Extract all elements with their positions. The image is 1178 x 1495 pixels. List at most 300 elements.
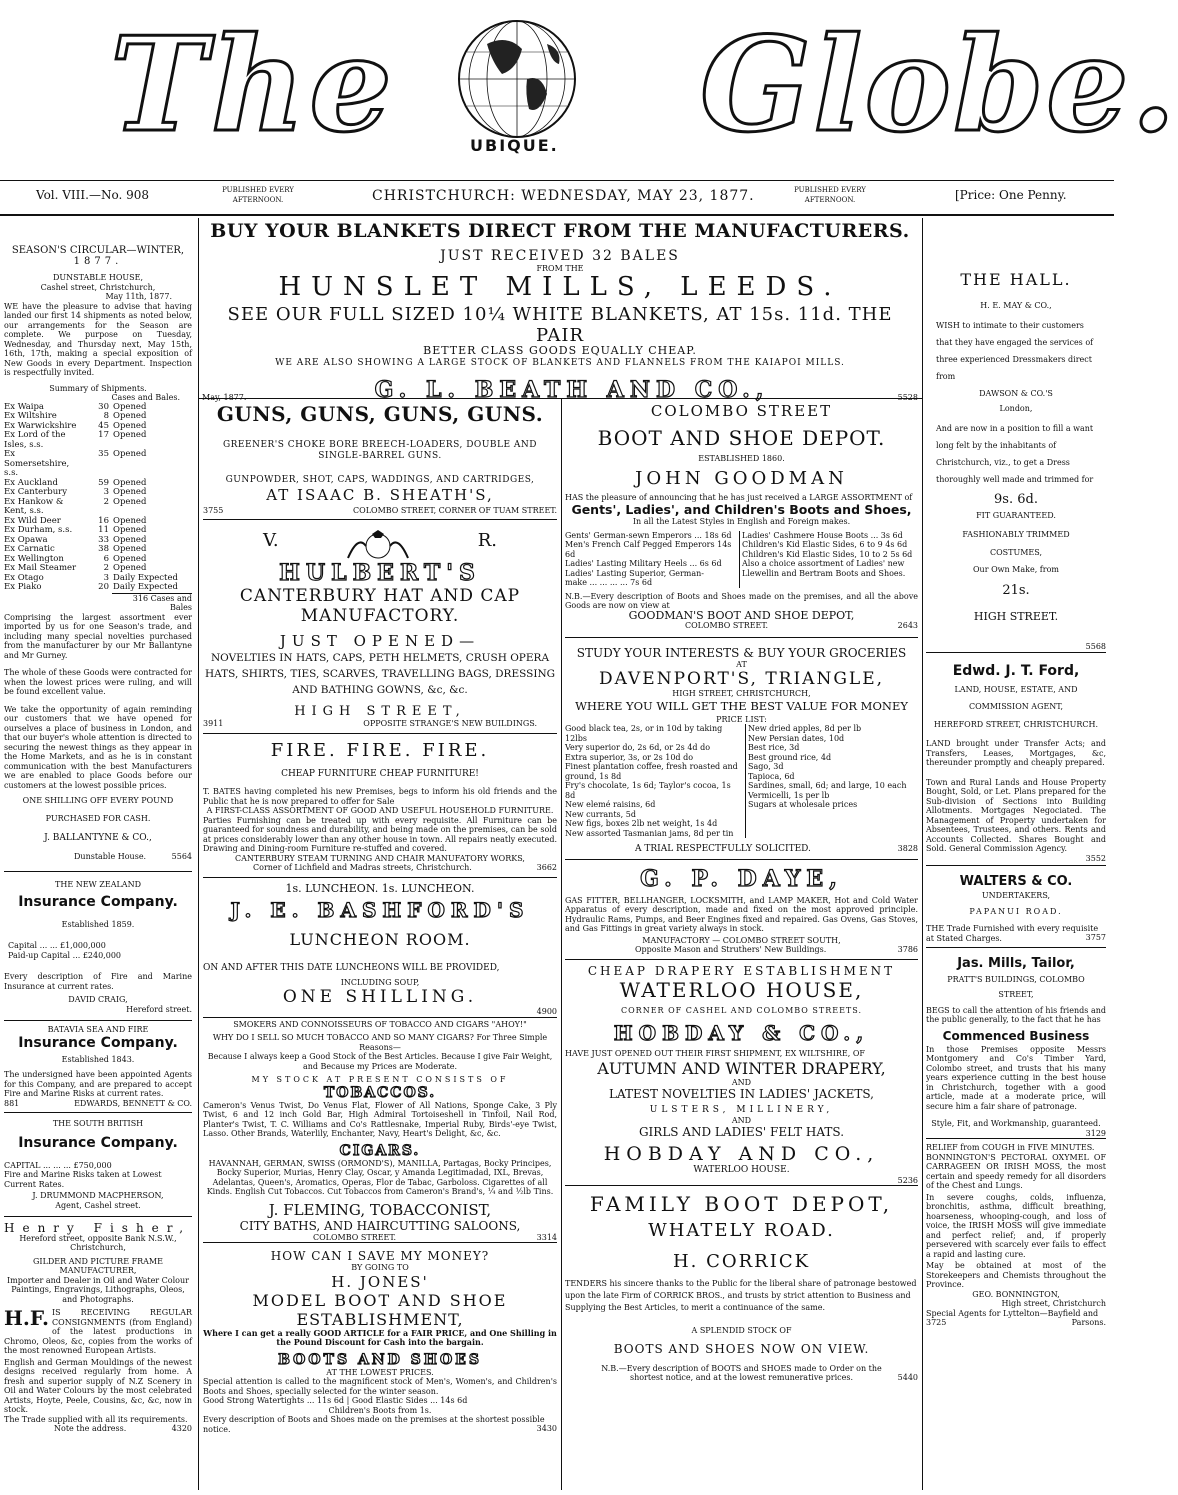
goodman-list-right	[739, 531, 918, 588]
davenport-list-item: New elemé raisins, 6d	[565, 800, 656, 809]
jones-boots: BOOTS AND SHOES	[278, 1351, 482, 1368]
fire-title: FIRE. FIRE. FIRE.	[270, 739, 490, 761]
davenport-list-item: New currants, 5d	[565, 809, 636, 819]
shipment-vessel: Ex Piako	[4, 582, 42, 592]
header-pub-1: PUBLISHED EVERY AFTERNOON.	[222, 186, 294, 204]
fleming-title: J. FLEMING, TOBACCONIST,	[268, 1200, 492, 1219]
shipment-row	[4, 450, 192, 479]
cigars-title: CIGARS.	[339, 1142, 421, 1159]
davenport-list-item: New Persian dates, 10d	[748, 733, 845, 743]
globe-icon	[447, 14, 587, 154]
hall-fit: FIT GUARANTEED.	[976, 510, 1056, 520]
bonnington-text: BONNINGTON'S PECTORAL OXYMEL OF CARRAGEEN OR IRISH MOSS, the most certain and speedy remedy for all disorders of the Chest and Lungs.	[926, 1152, 1106, 1190]
fisher-name: Henry Fisher,	[4, 1221, 192, 1235]
fire-footer	[203, 863, 557, 873]
goodman-nb: N.B.—Every description of Boots and Shoes made on the premises, and all the above Goods are now on view at	[565, 591, 918, 610]
luncheon-soup: INCLUDING SOUP,	[340, 977, 420, 987]
jones-name: H. JONES'	[331, 1272, 429, 1291]
hulbert-r: R.	[477, 530, 497, 551]
batavia-title: Insurance Company.	[18, 1034, 178, 1051]
blankets-date: May, 1877.	[202, 393, 247, 402]
hobday-ulsters: ULSTERS, MILLINERY,	[649, 1105, 834, 1115]
blankets-better: BETTER CLASS GOODS EQUALLY CHEAP.	[423, 343, 697, 357]
shipment-vessel: Ex Lord of the Isles, s.s.	[4, 430, 66, 450]
drapery-corner: CORNER OF CASHEL AND COLOMBO STREETS.	[620, 1005, 862, 1015]
davenport-trial: A TRIAL RESPECTFULLY SOLICITED.	[635, 844, 811, 854]
fleming-address: COLOMBO STREET.	[313, 1232, 397, 1242]
header-bottom-rule	[0, 214, 1114, 216]
davenport-list-item: New assorted Tasmanian jams, 8d per tin	[565, 828, 734, 838]
shipment-count: 2	[103, 496, 109, 507]
guns-title: GUNS, GUNS, GUNS, GUNS.	[216, 402, 544, 426]
hall-high-street: HIGH STREET.	[973, 609, 1059, 623]
batavia-number: 881	[4, 1098, 20, 1108]
davenport-title: DAVENPORT'S, TRIANGLE,	[598, 669, 885, 689]
south-british-text: Fire and Marine Risks taken at Lowest Current Rates.	[4, 1170, 162, 1189]
corrick-whately: WHATELY ROAD.	[648, 1220, 835, 1241]
shipment-vessel: Ex Wiltshire	[4, 411, 57, 421]
ballantyne-number: 5564	[171, 851, 192, 861]
davenport-price-list: PRICE LIST:	[716, 714, 767, 724]
luncheon-text: ON AND AFTER THIS DATE LUNCHEONS WILL BE PROVIDED,	[203, 963, 500, 973]
blankets-firm: G. L. BEATH AND CO.,	[374, 376, 770, 403]
hulbert-title: HULBERT'S	[279, 560, 481, 586]
davenport-list-left	[565, 724, 743, 838]
nz-insurance-title: Insurance Company.	[18, 893, 178, 910]
fire-number: 3662	[536, 863, 557, 872]
bonnington-relief: RELIEF from COUGH in FIVE MINUTES.	[926, 1143, 1095, 1152]
rule	[926, 947, 1106, 948]
jones-number: 3430	[536, 1424, 557, 1433]
hulbert-novelties: NOVELTIES IN HATS, CAPS, PETH HELMETS, CRUSH OPERA HATS, SHIRTS, TIES, SCARVES, TRAVELLING BAGS, DRESSING AND BATHING GOWNS, &c, &c.	[204, 652, 556, 696]
bonnington-high: High street, Christchurch	[1001, 1299, 1106, 1308]
circular-paragraph-1: WE have the pleasure to advise that having landed our first 14 shipments as noted below, our arrangements for the Season are complete. We purpose on Tuesday, Wednesday, and Thursday next, May 15th, 16th, 17th, making a special exposition of New Goods in every Department. Inspection is respectfully invited.	[4, 301, 192, 377]
davenport-where: WHERE YOU WILL GET THE BEST VALUE FOR MONEY	[575, 698, 908, 713]
goodman-depot-2: GOODMAN'S BOOT AND SHOE DEPOT,	[628, 608, 855, 622]
blankets-from: FROM THE	[536, 264, 584, 273]
shilling-line-2: PURCHASED FOR CASH.	[45, 813, 151, 823]
shipment-status: Daily Expected	[113, 572, 178, 583]
hobday-autumn: AUTUMN AND WINTER DRAPERY,	[597, 1058, 886, 1078]
rule	[4, 871, 192, 872]
hulbert-canterbury: CANTERBURY HAT AND CAP	[239, 586, 521, 606]
davenport-list-item: New figs, boxes 2lb net weight, 1s 4d	[565, 819, 718, 828]
davenport-list-item: Sugars at wholesale prices	[748, 800, 858, 809]
goodman-list-item: Ladies' Lasting Military Heels ... 6s 6d	[565, 559, 722, 568]
circular-paragraph-4: We take the opportunity of again reminding our customers that we have opened for ourselves a place of business in London, and that our buyer's whole attention is directed to securing the newest things as they appear in the Home Markets, and as he is in constant communication with the best Manufacturers we are enabled to place Goods before our customers at the lowest possible prices.	[4, 704, 192, 790]
circular-paragraph-2: Comprising the largest assortment ever imported by us for one Season's trade, and including many special novelties purchased from the manufacturer by our Mr Ballantyne and Mr Gurney.	[4, 612, 192, 660]
goodman-footer	[565, 621, 918, 631]
hobday-title: HOBDAY & CO.,	[613, 1021, 870, 1045]
davenport-list-item: ground, 1s 8d	[565, 771, 622, 781]
shipment-vessel: Ex Hankow & Kent, s.s.	[4, 496, 64, 516]
guns-text-1: GREENER'S CHOKE BORE BREECH-LOADERS, DOUBLE AND SINGLE-BARREL GUNS.	[222, 440, 538, 461]
rule	[203, 877, 557, 878]
ford-text-1: LAND, HOUSE, ESTATE, AND	[954, 684, 1078, 694]
davenport-list-item: Sago, 3d	[748, 762, 784, 771]
bonnington-name: GEO. BONNINGTON,	[972, 1289, 1060, 1299]
shipment-count: 45	[98, 420, 109, 431]
daye-text: GAS FITTER, BELLHANGER, LOCKSMITH, and LAMP MAKER, Hot and Cold Water Apparatus of every description, made and fixed on the most approved principle. Hydraulic Rams, Pumps, and Beer Engines fixed and repaired. Gas Ovens, Gas Stoves, and Gas Fittings in great variety always in stock.	[565, 895, 918, 933]
batavia-agent: EDWARDS, BENNETT & CO.	[74, 1098, 192, 1108]
nz-insurance-agent: DAVID CRAIG,	[68, 995, 128, 1004]
rule	[203, 733, 557, 734]
davenport-number: 3828	[897, 844, 918, 853]
column-rule-2	[561, 398, 562, 1490]
davenport-list-item: Tapioca, 6d	[748, 771, 795, 781]
davenport-address: HIGH STREET, CHRISTCHURCH,	[672, 689, 811, 698]
header-price: [Price: One Penny.	[955, 188, 1067, 202]
rule	[926, 865, 1106, 866]
fisher-note: Note the address.	[54, 1424, 127, 1433]
goodman-list-item: Gents' German-sewn Emperors ... 18s 6d	[565, 530, 732, 540]
shipment-status: Opened	[113, 563, 147, 573]
circular-paragraph-3: The whole of these Goods were contracted for when the lowest prices were ruling, and will be found excellent value.	[4, 668, 192, 696]
ford-address: HEREFORD STREET, CHRISTCHURCH.	[933, 719, 1099, 729]
hulbert-just-opened: JUST OPENED—	[279, 632, 481, 650]
dunstable-address: Cashel street, Christchurch,	[40, 282, 156, 292]
rule	[565, 859, 918, 860]
jones-establishment: ESTABLISHMENT,	[296, 1309, 464, 1329]
goodman-list-item: Men's French Calf Pegged Emperors 14s 6d	[565, 540, 732, 559]
south-british-capital: CAPITAL ... ... ... £750,000	[4, 1160, 112, 1170]
shipment-count: 35	[98, 449, 109, 459]
guns-footer	[203, 506, 557, 516]
shipments-list	[4, 403, 192, 593]
nz-insurance-paid-up: Paid-up Capital ... £240,000	[8, 950, 121, 960]
rule	[565, 959, 918, 960]
jones-model: MODEL BOOT AND SHOE	[252, 1290, 508, 1310]
fleming-footer	[203, 1233, 557, 1243]
tobacco-why-text: Because I always keep a Good Stock of the Best Articles. Because I give Fair Weight, and Because my Prices are Moderate.	[207, 1052, 553, 1071]
davenport-at: AT	[736, 659, 747, 669]
jones-children: Children's Boots from 1s.	[328, 1405, 432, 1415]
shipment-status: Opened	[113, 411, 147, 421]
shipment-count: 11	[98, 525, 109, 535]
ford-land: LAND brought under Transfer Acts; and Transfers, Leases, Mortgages, &c, thereunder promptly and cheaply prepared.	[926, 739, 1106, 767]
rule	[926, 652, 1106, 653]
batavia-footer	[4, 1099, 192, 1109]
hall-costumes: COSTUMES,	[989, 547, 1042, 557]
goodman-number: 2643	[897, 621, 918, 630]
davenport-study: STUDY YOUR INTERESTS & BUY YOUR GROCERIES	[576, 645, 907, 660]
fleming-number: 3314	[536, 1232, 557, 1242]
tobacco-list: Cameron's Venus Twist, Do Venus Flat, Flower of All Nations, Sponge Cake, 3 Ply Twist, 6 and 12 inch Gold Bar, High Admiral Tortoiseshell in Tinfoil, Nail Rod, Planter's Twist, T. C. Williams and Co's Rattlesnake, Imperial Ruby, Birds'-eye Twist, Lasso. Other Brands, Waterlily, Enchanter, Navy, Heart's Delight, &c, &c.	[203, 1100, 557, 1138]
shipment-vessel: Ex Wellington	[4, 553, 64, 564]
goodman-list-item: Ladies' Lasting Superior, German-	[565, 568, 704, 578]
goodman-list-item: Also a choice assortment of Ladies' new	[742, 559, 905, 568]
circular-year: 1877.	[73, 255, 123, 267]
luncheon-number: 4900	[536, 1007, 557, 1016]
fire-text-1: T. BATES having completed his new Premises, begs to inform his old friends and the Public that he is now prepared to offer for Sale	[203, 787, 557, 806]
rule	[565, 637, 918, 638]
jones-special: Special attention is called to the magnificent stock of Men's, Women's, and Children's Boots and Shoes, specially selected for the winter season.	[203, 1377, 557, 1396]
masthead-title-right: Globe.	[700, 8, 1178, 161]
jones-lowest: AT THE LOWEST PRICES.	[326, 1367, 434, 1377]
mills-title: Jas. Mills, Tailor,	[957, 955, 1075, 971]
circular-title: SEASON'S CIRCULAR—WINTER,	[11, 245, 185, 256]
hobday-number: 5236	[897, 1175, 918, 1185]
shipment-count: 38	[98, 544, 109, 554]
hobday-and: AND	[731, 1077, 752, 1087]
hobday-footer-title: HOBDAY AND CO.,	[603, 1143, 880, 1165]
ballantyne-address: Dunstable House.	[74, 851, 147, 861]
goodman-list	[565, 531, 918, 588]
jones-how: HOW CAN I SAVE MY MONEY?	[270, 1249, 490, 1263]
shipment-vessel: Ex Waipa	[4, 401, 44, 412]
fleming-baths: CITY BATHS, AND HAIRCUTTING SALOONS,	[239, 1218, 521, 1233]
hulbert-manufactory: MANUFACTORY.	[300, 606, 460, 626]
shipment-vessel: Ex Mail Steamer	[4, 563, 77, 573]
nz-insurance-capital: Capital ... ... £1,000,000	[8, 941, 106, 950]
blankets-number: 5528	[897, 393, 918, 402]
davenport-list-item: Vermicelli, 1s per lb	[748, 790, 830, 800]
goodman-colombo: COLOMBO STREET	[650, 402, 833, 420]
ford-number: 3552	[1085, 853, 1106, 863]
dunstable-house: DUNSTABLE HOUSE,	[52, 273, 144, 282]
shipment-count: 8	[103, 411, 109, 421]
davenport-footer	[565, 844, 918, 855]
shipments-total: 316 Cases and Bales	[112, 593, 192, 613]
daye-opposite: Opposite Mason and Struthers' New Buildings.	[635, 945, 827, 954]
fisher-footer	[4, 1424, 192, 1434]
fire-cheap-furniture: CHEAP FURNITURE CHEAP FURNITURE!	[281, 768, 479, 779]
batavia-text: The undersigned have been appointed Agents for this Company, and are prepared to accept Fire and Marine Risks at current rates.	[4, 1070, 192, 1098]
mills-pratt: PRATT'S BUILDINGS, COLOMBO	[947, 974, 1085, 984]
shipment-count: 3	[103, 572, 109, 583]
south-british-title: Insurance Company.	[18, 1134, 178, 1151]
jones-by: BY GOING TO	[351, 1263, 409, 1272]
hall-and-now: And are now in a position to fill a want long felt by the inhabitants of Christchurch, viz., to get a Dress thoroughly well made and trimmed for	[936, 423, 1094, 484]
corrick-number: 5440	[897, 1372, 918, 1382]
fire-corner: Corner of Lichfield and Madras streets, Christchurch.	[253, 863, 472, 872]
cigars-list: HAVANNAH, GERMAN, SWISS (ORMOND'S), MANILLA, Partagas, Bocky Principes, Bocky Superior, Murias, Henry Clay, Oscar, y Amanda Legitimadad, IXL, Brevas, Adelantas, Queen's, Aromatics, Operas, Flor de Tabac, Garboloss. Cigarettes of all Kinds. English Cut Tobaccos. Cut Tobaccos from Cameron's Brand's, ¼ and ½lb Tins.	[206, 1158, 554, 1196]
south-british-agent: J. DRUMMOND MACPHERSON,	[32, 1191, 164, 1200]
shipment-vessel: Ex Canterbury	[4, 487, 68, 497]
fire-text-3: Parties Furnishing can be treated up with every requisite. All Furniture can be guaranteed for soundness and durability, and being made on the premises, can be sold at prices considerably lower than any other house in town. All repairs neatly executed. Drawing and Dining-room Furniture re-stuffed and covered.	[203, 815, 557, 853]
shipment-count: 59	[98, 477, 109, 488]
blankets-mills: HUNSLET MILLS, LEEDS.	[278, 271, 842, 302]
goodman-latest: In all the Latest Styles in English and Foreign makes.	[632, 517, 851, 526]
daye-manufactory: MANUFACTORY — COLOMBO STREET SOUTH,	[642, 935, 841, 945]
shipment-count: 3	[103, 487, 109, 497]
fisher-trade: GILDER AND PICTURE FRAME MANUFACTURER,	[33, 1256, 163, 1275]
davenport-list-item: Best ground rice, 4d	[748, 752, 832, 762]
walters-trade: THE Trade Furnished with every requisite at Stated Charges.	[926, 924, 1099, 943]
shipment-vessel: Ex Durham, s.s.	[4, 525, 73, 535]
guns-text-2: GUNPOWDER, SHOT, CAPS, WADDINGS, AND CARTRIDGES,	[225, 475, 535, 485]
davenport-list-item: Sardines, small, 6d; and large, 10 each	[748, 781, 907, 790]
goodman-established: ESTABLISHED 1860.	[698, 454, 785, 463]
circular-date: May 11th, 1877.	[105, 292, 172, 301]
hall-own: Our Own Make, from	[973, 565, 1059, 574]
walters-undertakers: UNDERTAKERS,	[981, 891, 1051, 900]
hall-london: London,	[999, 404, 1033, 413]
south-british-the: THE SOUTH BRITISH	[52, 1119, 144, 1128]
column-2	[203, 402, 557, 1434]
blankets-banner	[202, 220, 918, 403]
mills-street: STREET,	[998, 990, 1034, 999]
goodman-list-item: Children's Kid Elastic Sides, 10 to 2 5s 6d	[742, 549, 913, 559]
shipment-row	[4, 498, 192, 517]
davenport-list-item: Extra superior, 3s, or 2s 10d do	[565, 752, 694, 762]
column-1	[4, 246, 192, 1434]
hobday-waterloo: WATERLOO HOUSE.	[693, 1165, 790, 1175]
royal-crest-icon	[343, 530, 413, 560]
bashford-title: J. E. BASHFORD'S	[230, 898, 530, 922]
bonnington-number: 3725	[926, 1318, 947, 1327]
column-3	[565, 402, 918, 1382]
hall-number: 5568	[1085, 642, 1106, 651]
shipment-vessel: Ex Otago	[4, 572, 44, 583]
shipment-count: 17	[98, 430, 109, 440]
mills-style: Style, Fit, and Workmanship, guaranteed.	[931, 1119, 1101, 1128]
shipment-vessel: Ex Carnatic	[4, 544, 55, 554]
shipment-count: 6	[103, 553, 109, 564]
davenport-list-item: New dried apples, 8d per lb	[748, 724, 862, 733]
tobacco-why: WHY DO I SELL SO MUCH TOBACCO AND SO MANY CIGARS? For Three Simple Reasons—	[212, 1033, 548, 1052]
goodman-list-item: Llewellin and Bertram Boots and Shoes.	[742, 568, 906, 578]
shipment-status: Opened	[113, 487, 147, 497]
hall-may: H. E. MAY & CO.,	[980, 301, 1052, 310]
masthead	[0, 0, 1178, 170]
bonnington-special: Special Agents for Lyttelton—Bayfield and	[926, 1308, 1099, 1318]
shipment-status: Opened	[113, 553, 147, 564]
header-place-date: CHRISTCHURCH: WEDNESDAY, MAY 23, 1877.	[372, 188, 755, 204]
tobacco-title: TOBACCOS.	[323, 1084, 437, 1101]
shipment-status: Opened	[113, 430, 147, 440]
jones-where: Where I can get a really GOOD ARTICLE for a FAIR PRICE, and One Shilling in the Pound Discount for Cash into the bargain.	[203, 1327, 557, 1347]
mills-number: 3129	[1085, 1128, 1106, 1138]
luncheon-room: LUNCHEON ROOM.	[289, 930, 471, 949]
nz-insurance-the: THE NEW ZEALAND	[55, 880, 141, 889]
rule	[4, 1112, 192, 1113]
banner-bottom-rule	[199, 398, 922, 399]
blankets-title: BUY YOUR BLANKETS DIRECT FROM THE MANUFACTURERS.	[210, 220, 910, 242]
corrick-tenders: TENDERS his sincere thanks to the Public for the liberal share of patronage bestowed upon the late Firm of CORRICK BROS., and trusts by strict attention to Business and Supplying the Best Articles, to merit a continuance of the same.	[565, 1279, 917, 1312]
shipment-status: Opened	[113, 515, 147, 526]
fisher-text-3: English and German Mouldings of the newest designs received regularly from home. A fresh and superior supply of N.Z Scenery in Oil and Water Colours by the most celebrated Artists, Hoyte, Peele, Cousins, &c, &c, now in stock.	[4, 1357, 192, 1414]
shipment-count: 16	[98, 515, 109, 526]
corrick-name: H. CORRICK	[672, 1251, 811, 1272]
goodman-list-item: Children's Kid Elastic Sides, 6 to 9 4s 6d	[742, 540, 908, 549]
fisher-initials: H.F.	[4, 1306, 50, 1330]
fisher-text-4: The Trade supplied with all its requirements.	[4, 1414, 188, 1424]
davenport-list-item: Finest plantation coffee, fresh roasted and	[565, 762, 738, 771]
luncheon-one-shilling: ONE SHILLING.	[282, 987, 478, 1007]
hulbert-number: 3911	[203, 719, 224, 728]
hulbert-high-street: HIGH STREET,	[294, 704, 466, 719]
shipment-vessel: Ex Opawa	[4, 534, 48, 545]
guns-address: COLOMBO STREET, CORNER OF TUAM STREET.	[353, 505, 557, 515]
davenport-list-item: Very superior do, 2s 6d, or 2s 4d do	[565, 743, 711, 752]
bonnington-footer	[926, 1318, 1106, 1328]
hulbert-footer	[203, 719, 557, 729]
shipment-row	[4, 583, 192, 593]
davenport-list-right	[745, 724, 918, 838]
hall-price: 9s. 6d.	[994, 491, 1038, 507]
tobacco-smokers: SMOKERS AND CONNOISSEURS OF TOBACCO AND CIGARS "AHOY!"	[233, 1019, 527, 1029]
corrick-splendid: A SPLENDID STOCK OF	[691, 1326, 792, 1335]
rule	[565, 1185, 918, 1186]
masthead-title-left: The	[110, 8, 396, 161]
shipment-status: Daily Expected	[113, 582, 178, 592]
ballantyne-firm: J. BALLANTYNE & CO.,	[44, 833, 152, 843]
ballantyne-footer	[4, 852, 192, 862]
hulbert-v: V.	[263, 530, 279, 551]
blankets-also: WE ARE ALSO SHOWING A LARGE STOCK OF BLANKETS AND FLANNELS FROM THE KAIAPOI MILLS.	[275, 358, 845, 368]
nz-insurance-agent-address: Hereford street.	[126, 1004, 192, 1014]
goodman-gents: Gents', Ladies', and Children's Boots and Shoes,	[571, 502, 912, 517]
rule	[926, 1138, 1106, 1139]
shipments-summary: Summary of Shipments.	[49, 383, 147, 393]
nz-insurance-established: Established 1859.	[61, 919, 135, 929]
shipment-status: Opened	[113, 477, 147, 488]
hall-title: THE HALL.	[960, 270, 1072, 289]
bonnington-severe: In severe coughs, colds, influenza, bronchitis, asthma, difficult breathing, hoarseness, whooping-cough, and loss of voice, the IRISH MOSS will give immediate and perfect relief; and, if properly persevered with scarcely ever fails to effect a rapid and lasting cure.	[926, 1192, 1106, 1259]
ford-text-2: COMMISSION AGENT,	[968, 702, 1063, 711]
header-vol: Vol. VIII.—No. 908	[36, 188, 150, 202]
guns-at: AT ISAAC B. SHEATH'S,	[266, 485, 494, 504]
hall-dawson: DAWSON & CO.'S	[979, 388, 1053, 398]
jones-every: Every description of Boots and Shoes made on the premises at the shortest possible notice.	[203, 1415, 545, 1434]
shipment-status: Opened	[113, 534, 147, 545]
corrick-family: FAMILY BOOT DEPOT,	[589, 1192, 894, 1216]
walters-title: WALTERS & CO.	[959, 874, 1073, 889]
goodman-has: HAS the pleasure of announcing that he has just received a LARGE ASSORTMENT of	[565, 492, 913, 502]
batavia-established: Established 1843.	[61, 1054, 135, 1064]
shilling-line-1: ONE SHILLING OFF EVERY POUND	[22, 796, 174, 805]
daye-title: G. P. DAYE,	[640, 865, 843, 892]
shipment-status: Opened	[113, 420, 147, 431]
shipment-vessel: Ex Warwickshire	[4, 420, 77, 431]
bonnington-obtained: May be obtained at most of the Storekeepers and Chemists throughout the Province.	[926, 1261, 1106, 1289]
shipment-status: Opened	[113, 496, 147, 507]
masthead-motto: UBIQUE.	[470, 136, 559, 155]
ford-title: Edwd. J. T. Ford,	[952, 662, 1080, 679]
hall-price-2: 21s.	[1002, 582, 1030, 598]
davenport-list-item: Fry's chocolate, 1s 6d; Taylor's cocoa, 1s 8d	[565, 781, 731, 800]
goodman-name: JOHN GOODMAN	[635, 467, 848, 489]
rule	[203, 519, 557, 520]
header-pub-2: PUBLISHED EVERY AFTERNOON.	[794, 186, 866, 204]
rule	[4, 1020, 192, 1021]
column-rule-1	[198, 218, 199, 1490]
shipment-count: 20	[98, 582, 109, 592]
rule	[203, 1017, 557, 1018]
mills-in-those: In those Premises opposite Messrs Montgomery and Co's Timber Yard, Colombo street, and trusts that his many years experience cutting in the best house in Christchurch, together with a good article, made at a moderate price, will secure him a fair share of patronage.	[926, 1044, 1106, 1111]
rule	[4, 1216, 192, 1217]
goodman-list-item: make ... ... ... ... 7s 6d	[565, 578, 653, 587]
fisher-text-2	[4, 1308, 192, 1356]
shipment-status: Opened	[113, 449, 147, 459]
column-rule-3	[922, 218, 923, 1490]
daye-number: 3786	[897, 945, 918, 954]
shipment-status: Opened	[113, 525, 147, 535]
luncheon-head: 1s. LUNCHEON. 1s. LUNCHEON.	[285, 881, 475, 895]
goodman-depot: BOOT AND SHOE DEPOT.	[597, 426, 886, 450]
hobday-and-2: AND	[731, 1115, 752, 1125]
walters-number: 3757	[1085, 933, 1106, 942]
davenport-list-item: Best rice, 3d	[748, 743, 800, 752]
south-british-agent-2: Agent, Cashel street.	[55, 1200, 141, 1210]
shipments-cases-head: Cases and Bales.	[111, 393, 180, 402]
shipment-count: 30	[98, 401, 109, 412]
fire-text-2: A FIRST-CLASS ASSORTMENT OF GOOD AND USEFUL HOUSEHOLD FURNITURE.	[206, 806, 554, 815]
walters-papanui: PAPANUI ROAD.	[969, 906, 1063, 916]
drapery-cheap: CHEAP DRAPERY ESTABLISHMENT	[587, 963, 896, 978]
column-4	[926, 270, 1106, 1328]
